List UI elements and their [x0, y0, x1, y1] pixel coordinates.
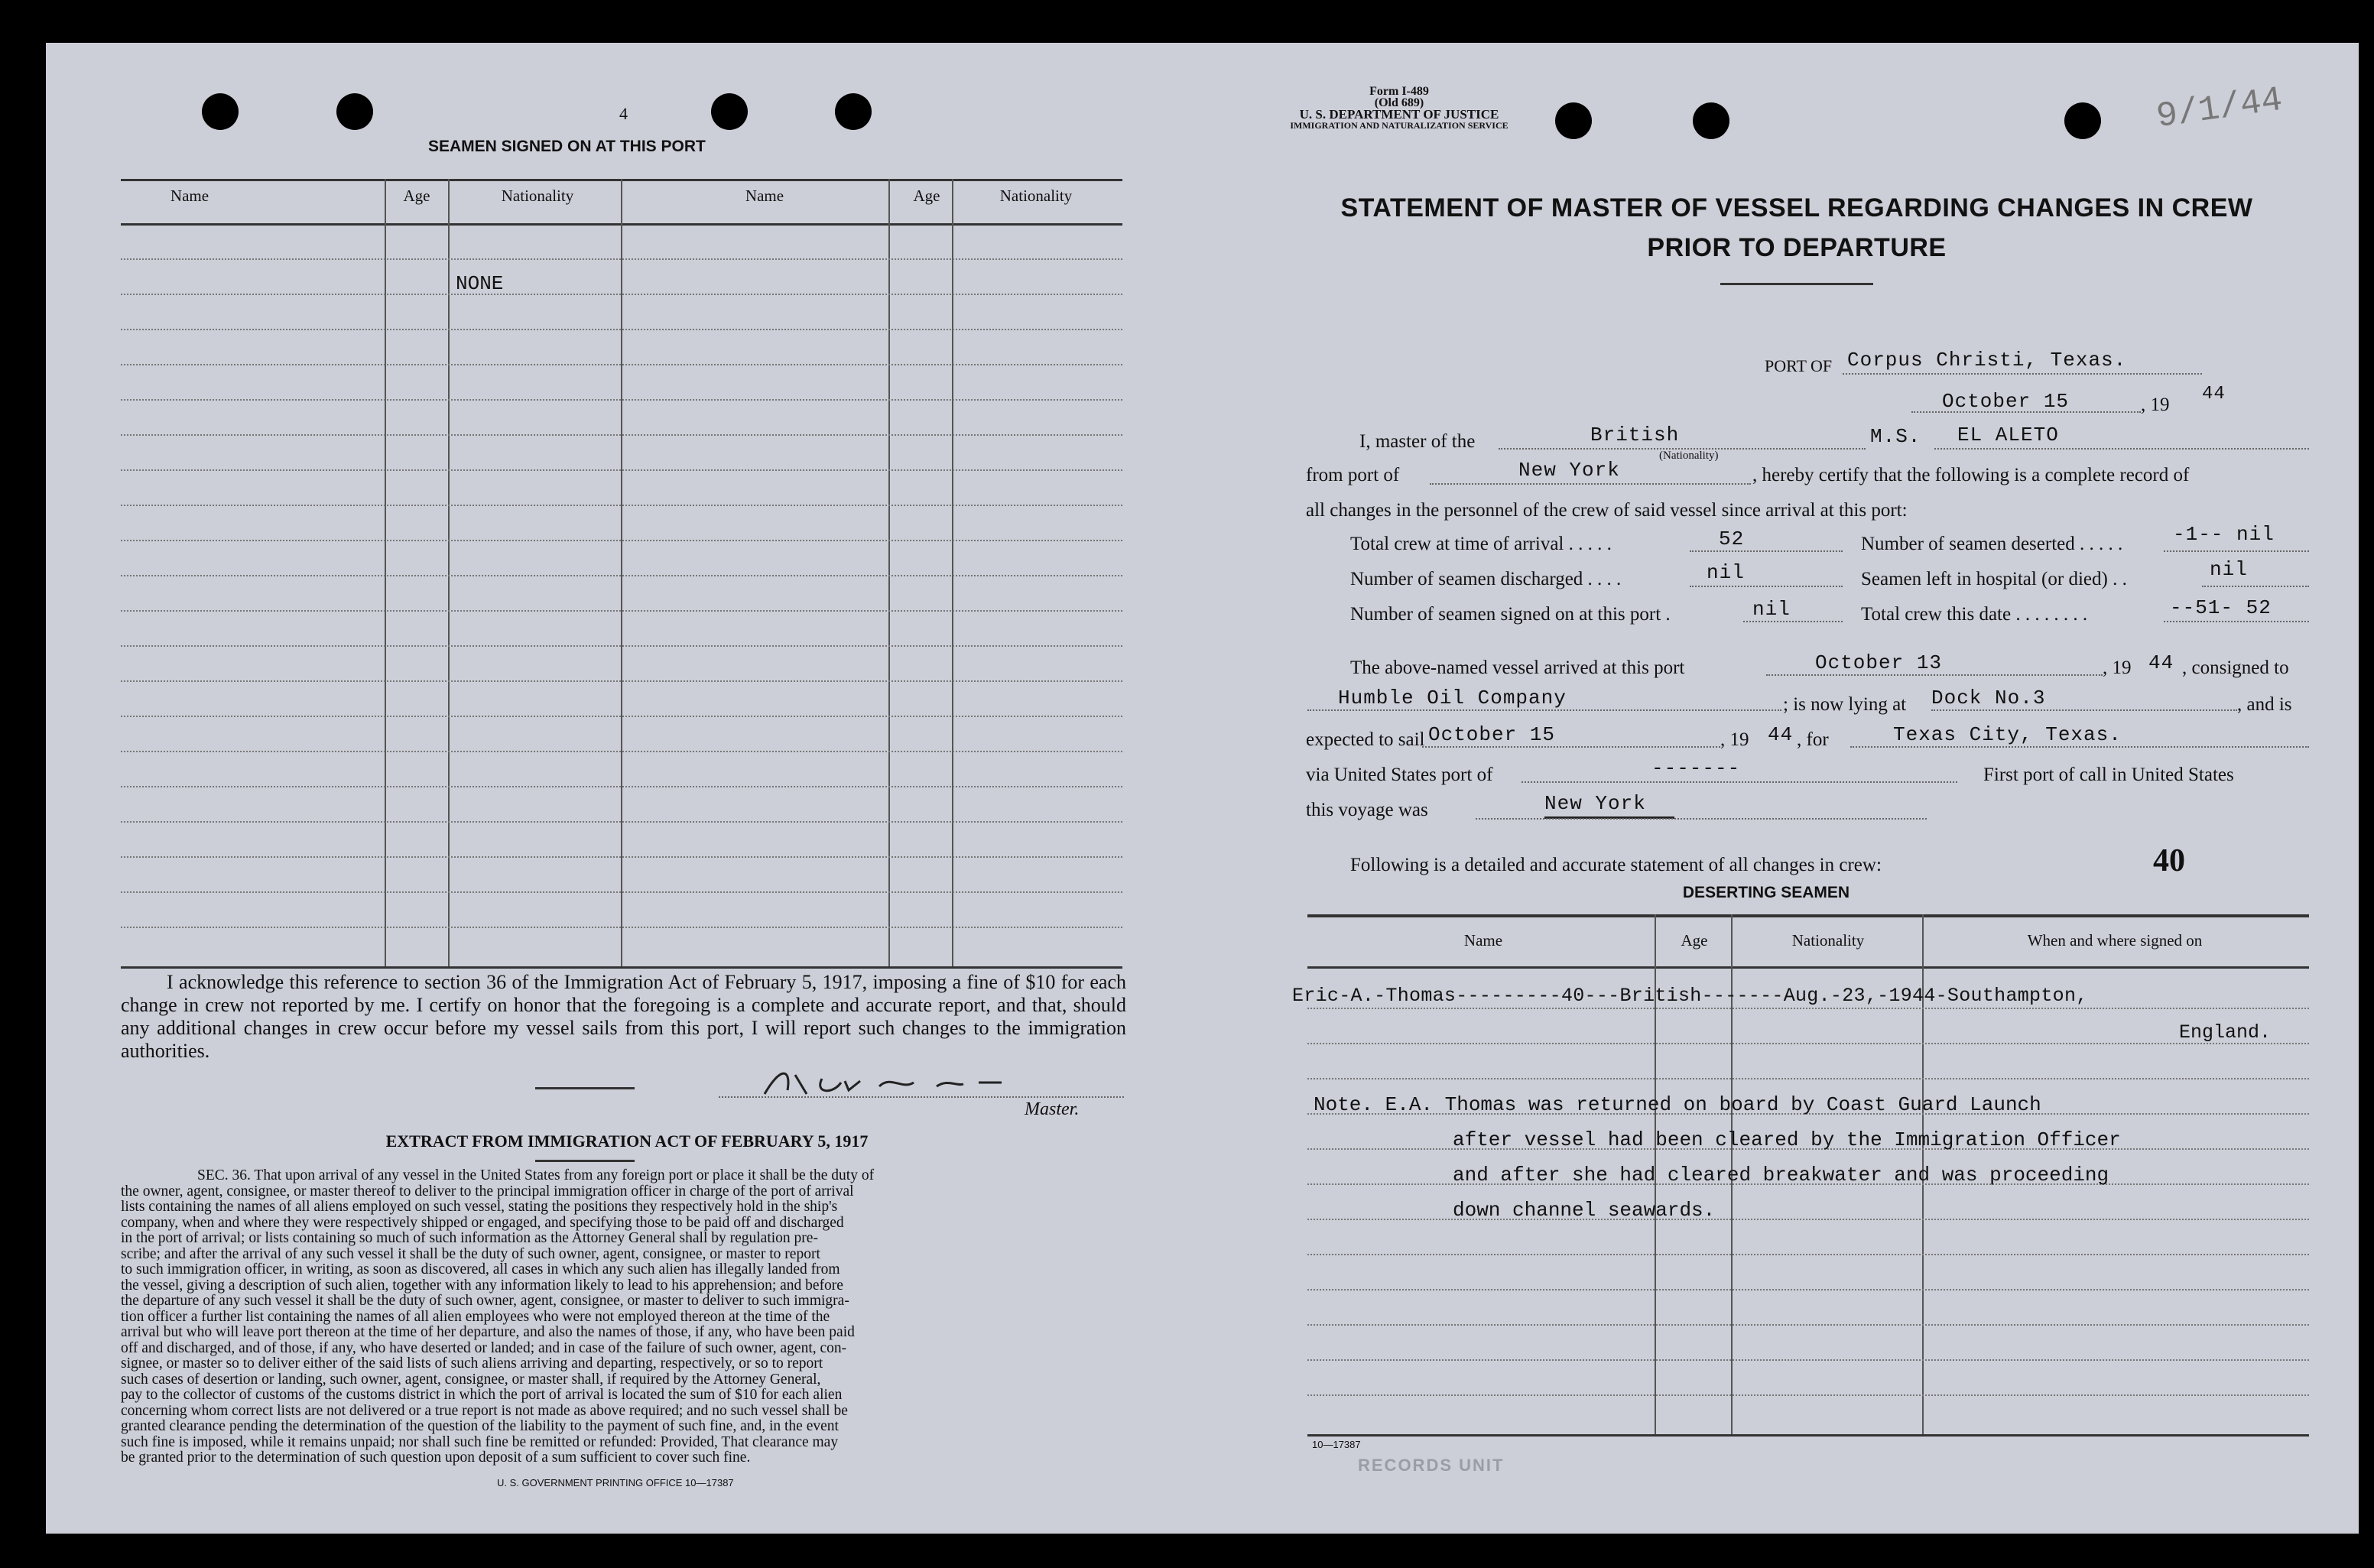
voyage-label: this voyage was	[1306, 800, 1428, 820]
stat-discharged-label: Number of seamen discharged . . . .	[1350, 569, 1622, 589]
stat-signed-on-label: Number of seamen signed on at this port .	[1350, 604, 1671, 625]
extract-line: pay to the collector of customs of the customs district in which the port of arrival is located the sum of $10 for each alien	[121, 1387, 843, 1403]
deserter-row: Eric-A.-Thomas---------40---British-------Aug.-23,-1944-Southampton,	[1292, 985, 2088, 1007]
all-changes-text: all changes in the personnel of the crew of said vessel since arrival at this port:	[1306, 500, 1908, 521]
from-port-value: New York	[1518, 459, 1620, 482]
note-line: Note. E.A. Thomas was returned on board by Coast Guard Launch	[1314, 1093, 2041, 1116]
department: U. S. DEPARTMENT OF JUSTICE	[1299, 107, 1499, 122]
extract-line: be granted prior to the determination of such question upon deposit of a sum sufficient to cover such fine.	[121, 1450, 751, 1466]
master-of-label: I, master of the	[1359, 431, 1476, 452]
bottom-form-code: 10—17387	[1312, 1439, 1361, 1450]
punch-hole	[835, 93, 872, 130]
punch-hole	[711, 93, 748, 130]
page-number: 4	[619, 104, 628, 123]
col-header-age-2: Age	[913, 187, 940, 205]
extract-line: lists containing the names of all aliens employed on such vessel, stating the positions they respectively hold in the ship's	[121, 1199, 838, 1215]
extract-line: such cases of desertion or landing, such owner, agent, consignee, or master shall, if required by the Attorney General,	[121, 1371, 821, 1388]
and-is-text: , and is	[2237, 694, 2292, 715]
extract-line: to such immigration officer, in writing, as soon as discovered, all cases in which any such alien has illegally landed from	[121, 1261, 840, 1277]
title-line-1: STATEMENT OF MASTER OF VESSEL REGARDING CHANGES IN CREW	[1340, 193, 2253, 222]
punch-hole	[1555, 102, 1592, 139]
extract-line: concerning whom correct lists are not delivered or a true report is not made as above required; and no such vessel shall be	[121, 1402, 848, 1419]
destination-value: Texas City, Texas.	[1893, 723, 2122, 746]
handwritten-corner-note: 9/1/44	[2154, 80, 2285, 138]
arrived-value: October 13	[1815, 651, 1943, 674]
via-value: -------	[1651, 757, 1741, 780]
master-label: Master.	[1025, 1099, 1080, 1119]
arrived-label: The above-named vessel arrived at this port	[1350, 657, 1685, 678]
note-line: and after she had cleared breakwater and was proceeding	[1453, 1164, 2109, 1187]
col-header-age: Age	[1681, 931, 1708, 950]
punch-hole	[1693, 102, 1729, 139]
extract-line: granted clearance pending the determination of the question of the liability to the payment of such fine, and, in the event	[121, 1418, 839, 1434]
via-label: via United States port of	[1306, 765, 1493, 785]
port-value: Corpus Christi, Texas.	[1847, 349, 2127, 372]
col-header-name-2: Name	[745, 187, 784, 205]
extract-line: the departure of any such vessel it shall be the duty of such owner, agent, consignee, or master to deliver to such immigra-	[121, 1293, 849, 1309]
col-header-name: Name	[1463, 931, 1503, 950]
punch-hole	[336, 93, 373, 130]
stat-signed-on-value: nil	[1752, 598, 1791, 621]
for-label: , for	[1797, 729, 1829, 750]
expected-label: expected to sail	[1306, 729, 1425, 750]
lying-label: ; is now lying at	[1783, 694, 1907, 715]
year-prefix: , 19	[2141, 394, 2170, 415]
vessel-prefix: M.S.	[1870, 425, 1921, 448]
consigned-label: , consigned to	[2182, 657, 2289, 678]
sail-year: 44	[1768, 723, 1794, 746]
col-header-name: Name	[170, 187, 209, 205]
deserting-seamen-title: DESERTING SEAMEN	[1682, 884, 1850, 901]
punch-hole	[202, 93, 239, 130]
col-header-nationality-2: Nationality	[999, 187, 1073, 205]
extract-line: scribe; and after the arrival of any such vessel it shall be the duty of such owner, agent, consignee, or master to report	[121, 1245, 820, 1262]
extract-line: the vessel, giving a description of such alien, together with any information likely to lead to his apprehension; and before	[121, 1277, 843, 1294]
stat-total-crew-arrival-value: 52	[1719, 528, 1745, 550]
master-signature	[749, 1060, 1070, 1113]
note-line: after vessel had been cleared by the Immigration Officer	[1453, 1128, 2121, 1151]
extract-line: in the port of arrival; or lists containing so much of such information as the Attorney General shall by regulation pre-	[121, 1230, 818, 1246]
stat-hospital-value: nil	[2210, 558, 2248, 581]
stat-total-crew-arrival-label: Total crew at time of arrival . . . . .	[1350, 534, 1612, 554]
acknowledgment-text: I acknowledge this reference to section 36 of the Immigration Act of February 5, 1917, imposing a fine of $10 for each change in crew not reported by me. I certify on honor that the foregoing is a complete and accurate report, and that, should any additional changes in crew occur before my vessel sails from this port, I will report such changes to the immigration authorities.	[121, 971, 1126, 1062]
records-unit-stamp: RECORDS UNIT	[1358, 1456, 1505, 1475]
nationality-caption: (Nationality)	[1659, 450, 1719, 462]
from-port-label: from port of	[1306, 465, 1400, 485]
arrived-year: 44	[2148, 651, 2174, 674]
document-sheet: 4 SEAMEN SIGNED ON AT THIS PORT Name Age Nationality Name Age Nationality NONE I acknowledge this reference to section 36 of the Immigration Act of February 5, 1917, imposing a fine of $10 for each change in crew not reported by me. I certify on honor that the foregoing is a complete and accurate report, and that, should any additional changes in crew occur before my vessel sails from this port, I will report such changes to the immigration authorities. Master. EXTRACT FROM IMMIGRATION ACT OF FEBRUARY 5, 1917 SEC. 36. That upon arrival of any vessel in the United States from any foreign port or place it shall be the duty of the owner, agent, consignee, or master thereof to deliver to the principal immigration officer in charge of the port of arrival lists containing the names of all aliens employed on such vessel, stating the positions they respectively hold in the ship's company, when and where they were respectively shipped or engaged, and specifying those to be paid off and discharged in the port of arrival; or lists containing so much of such information as the Attorney General shall by regulation pre- scribe; and after the arrival of any such vessel it shall be the duty of such owner, agent, consignee, or master to report to such immigration officer, in writing, as soon as discovered, all cases in which any such alien has illegally landed from the vessel, giving a description of such alien, together with any information likely to lead to his apprehension; and before the departure of any such vessel it shall be the duty of such owner, agent, consignee, or master to deliver to such immigra- tion officer a further list containing the names of all alien employees who were not employed thereon at the time of the arrival but who will leave port thereon at the time of her departure, and also the names of those, if any, who have been paid off and discharged, and of those, if any, who have deserted or landed; and in case of the failure of such owner, agent, con- signee, or master so to deliver either of the said lists of such aliens arriving and departing, respectively, or so to report such cases of desertion or landing, such owner, agent, consignee, or master shall, if required by the Attorney General, pay to the collector of customs of the customs district in which the port of arrival is located the sum of $10 for each alien concerning whom correct lists are not delivered or a true report is not made as above required; and no such vessel shall be granted clearance pending the determination of the question of the liability to the payment of such fine, and, in the event such fine is imposed, while it remains unpaid; nor shall such fine be remitted or refunded: Provided, That clearance may be granted prior to the determination of such question upon deposit of a sum sufficient to cover such fine. U. S. GOVERNMENT PRINTING OFFICE 10—17387 Form I-489 (Old 689) U. S. DEPARTMENT OF JUSTICE IMMIGRATION AND NATURALIZATION SERVICE 9/1/44 STATEMENT OF MASTER OF VESSEL REGARDING CHANGES IN CREW PRIOR TO DEPARTURE PORT OF Corpus Christi, Texas. October 15 , 19 44 I, master of the British (Nationality) M.S. EL ALETO from port of New York , hereby certify that the following is a complete record of all changes in the personnel of the crew of said vessel since arrival at this port: Total crew at time of arrival . . . . . 52 Number of seamen deserted . . . . . -1-- nil Number of seamen discharged . . . . nil Seamen left in hospital (or died) . . nil Number of seamen signed on at this port . nil Total crew this date . . . . . . . . --51- 52 The above-named vessel arrived at this port October 13 , 19 44 , consigned to Humble Oil Company ; is now lying at Dock No.3 , and is expected to sail October 15 , 19 44 , for Texas City, Texas. via United States port of ------- First port of call in United States this voyage was New York Following is a detailed and accurate statement of all changes in crew: 40 DESERTING SEAMEN Name Age Nationality When and where signed on Eric-A.-Thomas---------40---British-------Aug.-23,-1944-Southampton, England. Note. E.A. Thomas was returned on board by Coast Guard Launch after vessel had been cleared by the Immigration Officer and after she had cleared breakwater and was proceeding down channel seawards. 10—17387 RECORDS UNIT	[46, 43, 2359, 1534]
stat-total-crew-date-value: --51- 52	[2170, 596, 2272, 619]
col-header-nationality: Nationality	[501, 187, 574, 205]
extract-line: the owner, agent, consignee, or master thereof to deliver to the principal immigration officer in charge of the port of arrival	[121, 1183, 854, 1200]
nationality-value: British	[1590, 424, 1680, 446]
sail-date: October 15	[1428, 723, 1556, 746]
extract-line: such fine is imposed, while it remains unpaid; nor shall such fine be remitted or refunded: Provided, That clearance may	[121, 1433, 839, 1450]
form-number: Form I-489	[1369, 85, 1429, 98]
extract-line: tion officer a further list containing the names of all alien employees who were not employed thereon at the time of the	[121, 1308, 830, 1325]
left-section-title: SEAMEN SIGNED ON AT THIS PORT	[428, 138, 706, 155]
extract-line: arrival but who will leave port thereon at the time of her departure, and also the names of those, if any, who have been paid	[121, 1324, 855, 1340]
extract-title: EXTRACT FROM IMMIGRATION ACT OF FEBRUARY 5, 1917	[385, 1131, 869, 1151]
extract-line: SEC. 36. That upon arrival of any vessel in the United States from any foreign port or place it shall be the duty of	[197, 1167, 875, 1183]
following-text: Following is a detailed and accurate statement of all changes in crew:	[1350, 855, 1882, 875]
stat-hospital-label: Seamen left in hospital (or died) . .	[1861, 569, 2127, 589]
year-value: 44	[2202, 384, 2226, 404]
date-value: October 15	[1942, 390, 2070, 413]
vessel-name: EL ALETO	[1957, 424, 2059, 446]
handwritten-number: 40	[2153, 843, 2185, 878]
stat-deserted-label: Number of seamen deserted . . . . .	[1861, 534, 2123, 554]
stat-discharged-value: nil	[1707, 561, 1745, 584]
title-line-2: PRIOR TO DEPARTURE	[1647, 233, 1947, 262]
punch-hole	[2064, 102, 2101, 139]
col-header-when-where: When and where signed on	[2027, 931, 2203, 950]
extract-line: company, when and where they were respectively shipped or engaged, and specifying those to be paid off and discharged	[121, 1214, 844, 1231]
none-entry: NONE	[456, 272, 504, 295]
extract-line: off and discharged, and of those, if any, who have deserted or landed; and in case of the failure of such owner, agent, con-	[121, 1339, 847, 1356]
consignee-value: Humble Oil Company	[1338, 687, 1567, 709]
certify-text: , hereby certify that the following is a complete record of	[1752, 465, 2190, 485]
printer-note: U. S. GOVERNMENT PRINTING OFFICE 10—17387	[497, 1477, 734, 1488]
deserter-row-continued: England.	[2179, 1021, 2272, 1044]
form-title	[1300, 188, 2294, 268]
extract-line: signee, or master so to deliver either of the said lists of such aliens arriving and departing, respectively, or so to report	[121, 1355, 823, 1372]
note-line: down channel seawards.	[1453, 1199, 1716, 1222]
extract-text	[121, 1168, 1130, 1466]
col-header-nationality: Nationality	[1791, 931, 1865, 950]
old-form-number: (Old 689)	[1374, 96, 1424, 109]
voyage-value: New York	[1544, 792, 1646, 815]
port-label: PORT OF	[1765, 356, 1833, 375]
form-header	[1284, 86, 1514, 131]
lying-value: Dock No.3	[1931, 687, 2046, 709]
note-text	[1307, 1087, 2121, 1228]
stat-deserted-value: -1-- nil	[2173, 523, 2275, 546]
col-header-age: Age	[403, 187, 430, 205]
stat-total-crew-date-label: Total crew this date . . . . . . . .	[1861, 604, 2088, 625]
service: IMMIGRATION AND NATURALIZATION SERVICE	[1290, 120, 1509, 131]
first-port-label: First port of call in United States	[1983, 765, 2234, 785]
